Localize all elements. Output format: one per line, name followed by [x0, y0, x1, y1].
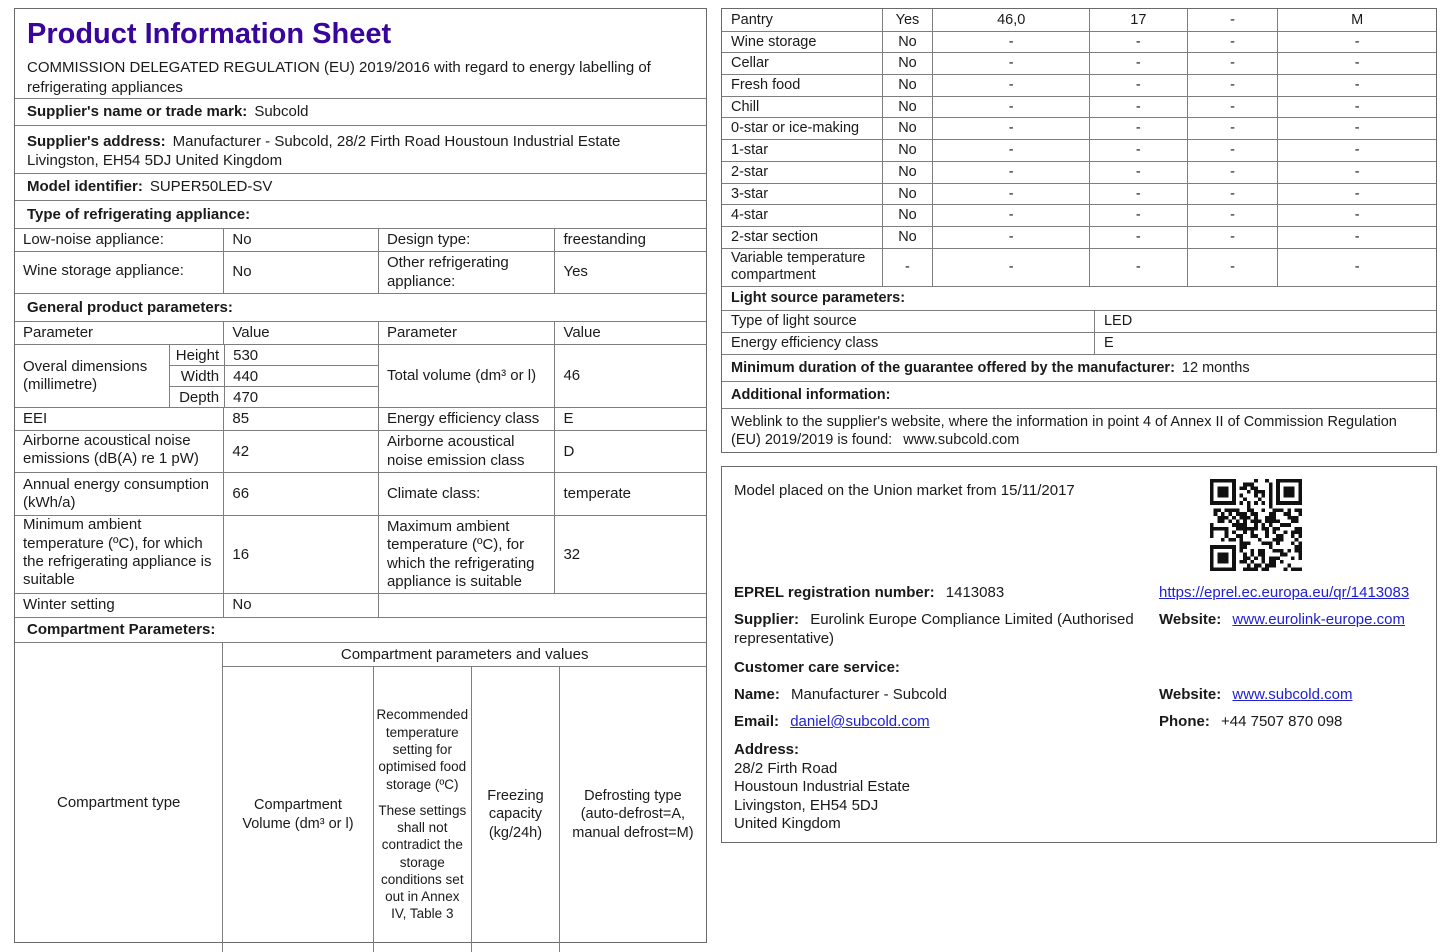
care-name-row — [734, 686, 1424, 705]
website-label: Website: — [1159, 611, 1222, 628]
compartment-freezing: - — [1187, 75, 1278, 96]
supplier-address-text — [27, 129, 694, 171]
address-line: United Kingdom — [734, 815, 841, 833]
type-cell-label: Low-noise appliance: — [23, 230, 164, 248]
right-panel — [721, 8, 1437, 453]
param-label: Energy efficiency class — [378, 408, 555, 430]
supplier-address-value: Manufacturer - Subcold, 28/2 Firth Road Houstoun Industrial Estate Livingston, EH54 5DJ United Kingdom — [27, 132, 621, 169]
compartment-volume: - — [932, 75, 1089, 96]
supplier-row — [734, 611, 1424, 649]
compartment-defrost: - — [1277, 75, 1436, 96]
type-table-row — [15, 251, 706, 293]
compartment-temp: 17 — [1089, 9, 1187, 31]
guarantee-row — [722, 354, 1436, 381]
compartment-temp: - — [1089, 140, 1187, 161]
column-header: Parameter — [23, 323, 94, 341]
compartment-volume: - — [932, 118, 1089, 139]
supplier-website-link[interactable]: www.eurolink-europe.com — [1232, 611, 1405, 628]
compartment-name: Pantry — [731, 11, 773, 28]
light-param-label: Type of light source — [731, 313, 857, 330]
general-row — [15, 407, 706, 430]
dimension-value: 440 — [224, 366, 378, 386]
param-label: Minimum ambient temperature (ºC), for which the refrigerating appliance is suitable — [23, 516, 212, 589]
compartment-volume: - — [932, 140, 1089, 161]
compartment-present: No — [882, 140, 933, 161]
qr-code — [1210, 479, 1302, 571]
compartment-defrost: - — [1277, 184, 1436, 205]
param-label: Climate class: — [378, 473, 555, 515]
type-cell-value: No — [223, 229, 378, 251]
compartment-row-pantry — [722, 9, 1436, 31]
dimensions-row — [15, 344, 706, 407]
column-header: Parameter — [378, 322, 555, 344]
compartment-name: 3-star — [731, 185, 769, 202]
compartment-freezing: - — [1187, 118, 1278, 139]
compartment-row-cellar — [722, 52, 1436, 74]
compartment-temp: - — [1089, 75, 1187, 96]
compartment-freezing: - — [1187, 162, 1278, 183]
compartment-temp: - — [1089, 53, 1187, 74]
phone-value: +44 7507 870 098 — [1221, 713, 1343, 730]
compartment-present: No — [882, 205, 933, 226]
compartment-present: No — [882, 97, 933, 118]
model-identifier-row — [15, 173, 706, 200]
light-param-value: E — [1094, 333, 1436, 354]
compartment-temp: - — [1089, 249, 1187, 286]
supplier-address-row — [15, 125, 706, 173]
type-table-row — [15, 228, 706, 251]
compartment-name: Fresh food — [731, 77, 801, 94]
supplier-name-label: Supplier's name or trade mark: — [27, 102, 248, 120]
compartment-volume: - — [932, 184, 1089, 205]
address-label: Address: — [734, 741, 800, 758]
compartment-name: 1-star — [731, 142, 769, 159]
compartment-defrost: - — [1277, 249, 1436, 286]
compartment-row-2star — [722, 161, 1436, 183]
compartment-row-3star — [722, 183, 1436, 205]
weblink-row — [722, 408, 1436, 452]
compartment-defrost: - — [1277, 97, 1436, 118]
eprel-label: EPREL registration number: — [734, 584, 935, 601]
compartment-params-group — [222, 643, 706, 952]
compartment-temp: - — [1089, 184, 1187, 205]
address-line: Houstoun Industrial Estate — [734, 778, 910, 796]
compartment-header-table — [15, 642, 706, 952]
type-cell-value: freestanding — [554, 229, 706, 251]
compartment-temp: - — [1089, 118, 1187, 139]
compartment-row-2star-section — [722, 226, 1436, 248]
market-supplier-value: Eurolink Europe Compliance Limited (Authorised representative) — [734, 611, 1134, 647]
general-row — [15, 430, 706, 472]
compartment-present: No — [882, 32, 933, 53]
compartment-volume: - — [932, 97, 1089, 118]
care-website-link[interactable]: www.subcold.com — [1232, 686, 1353, 703]
temperature-column-header — [373, 667, 472, 952]
supplier-address-label: Supplier's address: — [27, 132, 166, 150]
address-line: 28/2 Firth Road — [734, 759, 838, 777]
phone-label: Phone: — [1159, 713, 1210, 730]
light-source-row — [722, 310, 1436, 332]
compartment-defrost: M — [1277, 9, 1436, 31]
compartment-present: No — [882, 53, 933, 74]
compartment-row-wine — [722, 31, 1436, 53]
param-label: Annual energy consumption (kWh/a) — [23, 475, 209, 512]
regulation-subtitle: COMMISSION DELEGATED REGULATION (EU) 2019/2016 with regard to energy labelling of refrigerating appliances — [27, 59, 651, 96]
compartment-present: - — [882, 249, 933, 286]
compartment-defrost: - — [1277, 205, 1436, 226]
compartment-name: Wine storage — [731, 33, 817, 50]
param-label: Maximum ambient temperature (ºC), for which the refrigerating appliance is suitable — [378, 516, 555, 593]
care-phone-cell — [1159, 713, 1424, 732]
compartment-row-0star — [722, 117, 1436, 139]
param-value: 85 — [223, 408, 378, 430]
volume-column-header: Compartment Volume (dm³ or l) — [242, 797, 354, 832]
model-identifier-value: SUPER50LED-SV — [149, 177, 273, 195]
column-header: Value — [554, 322, 706, 344]
compartment-type-header: Compartment type — [57, 794, 181, 812]
defrost-column-header: Defrosting type (auto-defrost=A, manual defrost=M) — [559, 667, 706, 952]
dimension-row — [170, 345, 378, 365]
param-value: 16 — [223, 516, 378, 593]
compartment-row-4star — [722, 204, 1436, 226]
freezing-column-header: Freezing capacity (kg/24h) — [471, 667, 559, 952]
page-title: Product Information Sheet — [27, 18, 392, 50]
dimensions-stack — [169, 345, 378, 407]
market-placed-row — [734, 482, 1424, 501]
compartment-temp: - — [1089, 97, 1187, 118]
compartment-name: Chill — [731, 98, 760, 115]
compartment-freezing: - — [1187, 249, 1278, 286]
address-block — [734, 741, 1424, 834]
compartment-defrost: - — [1277, 53, 1436, 74]
compartment-freezing: - — [1187, 140, 1278, 161]
compartment-present: No — [882, 184, 933, 205]
param-value: 66 — [223, 473, 378, 515]
care-name-label: Name: — [734, 686, 780, 703]
type-cell-value: Yes — [554, 252, 706, 293]
compartment-defrost: - — [1277, 140, 1436, 161]
param-label: Winter setting — [23, 596, 115, 614]
compartment-row-1star — [722, 139, 1436, 161]
param-value: 32 — [554, 516, 706, 593]
dimensions-label: Overal dimensions (millimetre) — [23, 357, 148, 394]
type-cell-label: Design type: — [378, 229, 555, 251]
light-param-value: LED — [1094, 311, 1436, 332]
light-source-heading: Light source parameters: — [722, 286, 1436, 310]
dimension-row — [170, 386, 378, 407]
dimension-row — [170, 365, 378, 386]
dimension-value: 530 — [224, 345, 378, 365]
market-placed-text: Model placed on the Union market from 15/11/2017 — [734, 482, 1075, 499]
eprel-link[interactable]: https://eprel.ec.europa.eu/qr/1413083 — [1159, 584, 1410, 601]
type-section-heading: Type of refrigerating appliance: — [15, 200, 706, 228]
compartment-defrost: - — [1277, 32, 1436, 53]
care-name-left — [734, 686, 1159, 705]
eprel-right — [1159, 584, 1424, 603]
compartment-defrost: - — [1277, 227, 1436, 248]
compartment-freezing: - — [1187, 97, 1278, 118]
empty-cell — [378, 594, 706, 616]
light-param-label: Energy efficiency class — [731, 335, 879, 352]
eprel-value: 1413083 — [945, 584, 1005, 601]
compartment-volume: - — [932, 53, 1089, 74]
compartment-subheaders — [223, 666, 706, 952]
weblink-value: www.subcold.com — [903, 431, 1020, 448]
type-cell-label: Wine storage appliance: — [23, 262, 184, 280]
param-label: EEI — [23, 410, 48, 428]
supplier-name-value: Subcold — [254, 102, 309, 120]
compartment-freezing: - — [1187, 53, 1278, 74]
total-volume-label: Total volume (dm³ or l) — [378, 345, 555, 407]
customer-care-heading: Customer care service: — [734, 659, 900, 676]
light-source-row — [722, 332, 1436, 354]
compartment-name: 0-star or ice-making — [731, 120, 860, 137]
supplier-website-cell — [1159, 611, 1424, 649]
left-panel — [14, 8, 707, 943]
compartment-present: No — [882, 75, 933, 96]
param-value: D — [554, 431, 706, 472]
dimension-key: Height — [175, 346, 220, 364]
compartment-row-freshfood — [722, 74, 1436, 96]
compartment-defrost: - — [1277, 162, 1436, 183]
additional-info-heading: Additional information: — [731, 386, 891, 403]
param-value: E — [554, 408, 706, 430]
compartment-temp: - — [1089, 205, 1187, 226]
dimension-value: 470 — [224, 387, 378, 407]
guarantee-value: 12 months — [1181, 359, 1250, 376]
qr-code-image — [1210, 479, 1302, 571]
param-value: No — [223, 594, 378, 616]
compartment-row-variable-temp — [722, 248, 1436, 286]
column-header: Value — [223, 322, 378, 344]
care-name-value: Manufacturer - Subcold — [791, 686, 947, 703]
supplier-left — [734, 611, 1159, 649]
compartment-present: Yes — [882, 9, 933, 31]
compartment-freezing: - — [1187, 205, 1278, 226]
param-value: temperate — [554, 473, 706, 515]
compartment-name: Variable temperature compartment — [731, 250, 866, 284]
market-supplier-label: Supplier: — [734, 611, 800, 628]
compartment-freezing: - — [1187, 9, 1278, 31]
guarantee-label: Minimum duration of the guarantee offered by the manufacturer: — [731, 359, 1175, 376]
compartment-volume: - — [932, 205, 1089, 226]
compartment-present: No — [882, 227, 933, 248]
compartment-name: 2-star section — [731, 228, 819, 245]
compartment-present: No — [882, 118, 933, 139]
type-cell-value: No — [223, 252, 378, 293]
supplier-name-row — [15, 98, 706, 125]
additional-info-heading-row — [722, 381, 1436, 408]
customer-care-heading-row — [734, 659, 1424, 678]
dimension-key: Width — [180, 367, 220, 385]
eprel-left — [734, 584, 1159, 603]
general-row — [15, 515, 706, 593]
compartment-defrost: - — [1277, 118, 1436, 139]
market-info-box — [721, 466, 1437, 843]
compartment-volume: - — [932, 227, 1089, 248]
compartment-freezing: - — [1187, 184, 1278, 205]
address-line: Livingston, EH54 5DJ — [734, 796, 879, 814]
type-cell-label: Other refrigerating appliance: — [378, 252, 555, 293]
general-row-winter — [15, 593, 706, 616]
dimension-key: Depth — [179, 388, 220, 406]
compartment-name: 2-star — [731, 163, 769, 180]
weblink-text: Weblink to the supplier's website, where the information in point 4 of Annex II of Commission Regulation (EU) 2019/2019 is found: — [731, 413, 1397, 448]
care-email-row — [734, 713, 1424, 732]
care-email-left — [734, 713, 1159, 732]
compartment-temp: - — [1089, 162, 1187, 183]
general-row — [15, 472, 706, 515]
total-volume-value: 46 — [554, 345, 706, 407]
title-block — [15, 9, 706, 98]
param-value: 42 — [223, 431, 378, 472]
compartment-temp: - — [1089, 227, 1187, 248]
compartment-name: 4-star — [731, 207, 769, 224]
param-label: Airborne acoustical noise emission class — [378, 431, 555, 472]
website-label: Website: — [1159, 686, 1222, 703]
compartment-volume: - — [932, 249, 1089, 286]
compartment-volume: - — [932, 32, 1089, 53]
compartment-present: No — [882, 162, 933, 183]
compartment-group-header: Compartment parameters and values — [340, 645, 589, 663]
compartment-volume: - — [932, 162, 1089, 183]
param-label: Airborne acoustical noise emissions (dB(A) re 1 pW) — [23, 431, 199, 467]
compartment-name: Cellar — [731, 55, 769, 72]
general-header-row — [15, 321, 706, 344]
compartment-volume: 46,0 — [932, 9, 1089, 31]
compartment-temp: - — [1089, 32, 1187, 53]
compartment-section-heading: Compartment Parameters: — [15, 617, 706, 642]
eprel-row — [734, 584, 1424, 603]
email-label: Email: — [734, 713, 780, 730]
compartment-row-chill — [722, 96, 1436, 118]
compartment-freezing: - — [1187, 227, 1278, 248]
model-identifier-label: Model identifier: — [27, 177, 143, 195]
temperature-header-line2: These settings shall not contradict the storage conditions set out in Annex IV, Table 3 — [378, 802, 467, 922]
general-section-heading: General product parameters: — [15, 293, 706, 321]
email-link[interactable]: daniel@subcold.com — [790, 713, 930, 730]
temperature-header-line1: Recommended temperature setting for optimised food storage (ºC) — [376, 707, 469, 792]
compartment-freezing: - — [1187, 32, 1278, 53]
care-website-cell — [1159, 686, 1424, 705]
